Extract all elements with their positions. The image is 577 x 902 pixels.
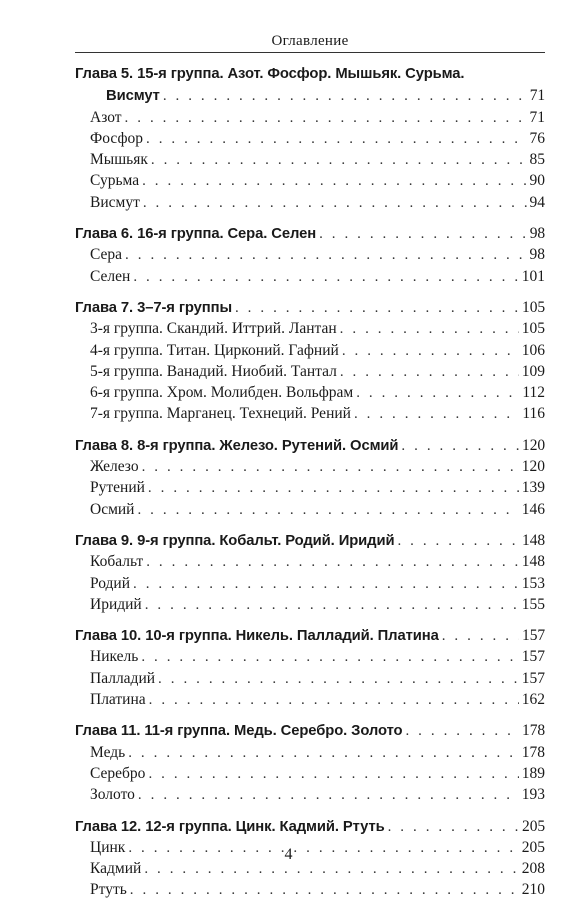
entry-label: Золото [90, 786, 135, 804]
page-number: 71 [529, 87, 545, 105]
chapter-title: Глава 11. 11-я группа. Медь. Серебро. Золото [75, 723, 403, 740]
toc-entry[interactable] [75, 361, 545, 382]
dot-leader [133, 267, 518, 288]
entry-label: Платина [90, 691, 146, 709]
chapter-title-row[interactable] [75, 816, 545, 837]
dot-leader [128, 743, 519, 764]
page-number: 157 [521, 648, 545, 666]
entry-label: Фосфор [90, 129, 143, 147]
dot-leader [319, 224, 527, 245]
dot-leader [388, 817, 519, 838]
page-number: 76 [529, 129, 545, 147]
chapter-title-continuation: Висмут [106, 88, 160, 105]
toc-entry[interactable] [75, 149, 545, 170]
chapter-title: Глава 9. 9-я группа. Кобальт. Родий. Иридий [75, 532, 395, 549]
page-number: 112 [522, 384, 545, 402]
chapter-title-row[interactable] [75, 720, 545, 741]
toc-entry[interactable] [75, 499, 545, 520]
dot-leader [145, 595, 519, 616]
toc-entry[interactable] [75, 192, 545, 213]
dot-leader [125, 245, 526, 266]
page-number: 101 [521, 267, 545, 285]
toc-entry[interactable] [75, 668, 545, 689]
toc-entry[interactable] [75, 456, 545, 477]
dot-leader [401, 436, 519, 457]
dot-leader [141, 647, 518, 668]
toc-entry[interactable] [75, 551, 545, 572]
page-number: 90 [529, 172, 545, 190]
page-number: 205 [522, 817, 545, 835]
dot-leader [146, 129, 527, 150]
dot-leader [158, 669, 519, 690]
page-number: 139 [521, 479, 545, 497]
toc-entry[interactable] [75, 573, 545, 594]
page-number: 189 [521, 764, 545, 782]
page-number: 148 [521, 553, 545, 571]
dot-leader [163, 86, 527, 107]
entry-label: Сурьма [90, 172, 140, 190]
entry-label: 3-я группа. Скандий. Иттрий. Лантан [90, 320, 337, 338]
chapter-title-row[interactable] [75, 64, 545, 85]
dot-leader [142, 171, 526, 192]
page-number: 106 [521, 341, 545, 359]
page-number: 105 [521, 320, 545, 338]
page-number: 109 [521, 362, 545, 380]
page-number: 148 [522, 531, 545, 549]
chapter-title-row[interactable] [75, 297, 545, 318]
page-number: 146 [521, 500, 545, 518]
dot-leader [125, 108, 527, 129]
chapter-title: Глава 12. 12-я группа. Цинк. Кадмий. Ртуть [75, 818, 385, 835]
page-number: 157 [521, 669, 545, 687]
dot-leader [143, 193, 527, 214]
chapter-title-row[interactable] [75, 625, 545, 646]
dot-leader [397, 531, 519, 552]
page-number: 178 [521, 743, 545, 761]
page-number: 162 [521, 691, 545, 709]
toc-entry[interactable] [75, 689, 545, 710]
entry-label: 7-я группа. Марганец. Технеций. Рений [90, 405, 351, 423]
page-number: 71 [529, 108, 545, 126]
dot-leader [405, 721, 519, 742]
table-of-contents [75, 64, 545, 901]
toc-entry[interactable] [75, 784, 545, 805]
dot-leader [340, 319, 519, 340]
page-number: 85 [529, 151, 545, 169]
dot-leader [151, 150, 527, 171]
chapter-title: Глава 6. 16-я группа. Сера. Селен [75, 226, 317, 243]
chapter-block [75, 297, 545, 425]
header-rule [75, 52, 545, 53]
chapter-block [75, 64, 545, 213]
toc-entry[interactable] [75, 763, 545, 784]
page-number: 98 [529, 225, 545, 243]
toc-entry[interactable] [75, 742, 545, 763]
chapter-title-row[interactable] [75, 530, 545, 551]
entry-label: Сера [90, 246, 123, 264]
chapter-block [75, 435, 545, 520]
entry-label: Медь [90, 743, 126, 761]
chapter-block [75, 223, 545, 287]
dot-leader [354, 404, 519, 425]
entry-label: Железо [90, 458, 139, 476]
page-number: 120 [521, 458, 545, 476]
dot-leader [130, 880, 519, 901]
entry-label: Серебро [90, 764, 146, 782]
toc-entry[interactable] [75, 382, 545, 403]
dot-leader [442, 626, 519, 647]
dot-leader [133, 574, 519, 595]
toc-entry[interactable] [75, 318, 545, 339]
chapter-title: Глава 8. 8-я группа. Железо. Рутений. Осмий [75, 437, 399, 454]
dot-leader [146, 552, 519, 573]
page-number: 98 [529, 246, 545, 264]
toc-entry[interactable] [75, 107, 545, 128]
page-number: 153 [521, 574, 545, 592]
page-number: 208 [521, 860, 545, 878]
dot-leader [342, 341, 519, 362]
dot-leader [142, 457, 519, 478]
page-number: 120 [522, 436, 545, 454]
dot-leader [340, 362, 519, 383]
toc-entry[interactable] [75, 403, 545, 424]
toc-entry[interactable] [75, 244, 545, 265]
toc-entry[interactable] [75, 266, 545, 287]
toc-entry[interactable] [75, 879, 545, 900]
dot-leader [149, 690, 519, 711]
entry-label: Азот [90, 108, 122, 126]
page-number: 105 [522, 298, 545, 316]
entry-label: Палладий [90, 669, 156, 687]
entry-label: Осмий [90, 500, 135, 518]
entry-label: Ртуть [90, 881, 127, 899]
page-folio: 4 [284, 846, 293, 863]
entry-label: Родий [90, 574, 131, 592]
toc-entry[interactable] [75, 594, 545, 615]
page-number: 94 [529, 193, 545, 211]
chapter-block [75, 720, 545, 805]
dot-leader [148, 764, 518, 785]
entry-label: Висмут [90, 193, 140, 211]
page-number: 205 [521, 838, 545, 856]
chapter-title: Глава 5. 15-я группа. Азот. Фосфор. Мышьяк. Сурьма. [75, 66, 465, 82]
running-head: Оглавление [271, 33, 349, 49]
chapter-title: Глава 7. 3–7-я группы [75, 299, 232, 316]
page-number: 157 [522, 627, 545, 645]
entry-label: Кобальт [90, 553, 144, 571]
dot-leader [356, 383, 519, 404]
chapter-title-row[interactable] [75, 223, 545, 244]
page-number: 193 [521, 786, 545, 804]
entry-label: 5-я группа. Ванадий. Ниобий. Тантал [90, 362, 337, 380]
entry-label: Никель [90, 648, 139, 666]
chapter-block [75, 625, 545, 710]
toc-entry[interactable] [75, 477, 545, 498]
entry-label: 6-я группа. Хром. Молибден. Вольфрам [90, 384, 354, 402]
chapter-title-row[interactable] [75, 85, 545, 106]
entry-label: 4-я группа. Титан. Цирконий. Гафний [90, 341, 339, 359]
chapter-title: Глава 10. 10-я группа. Никель. Палладий. Платина [75, 628, 439, 645]
dot-leader [138, 785, 519, 806]
chapter-block [75, 530, 545, 615]
entry-label: Кадмий [90, 860, 142, 878]
entry-label: Цинк [90, 838, 126, 856]
entry-label: Мышьяк [90, 151, 148, 169]
chapter-title-row[interactable] [75, 435, 545, 456]
dot-leader [137, 500, 518, 521]
toc-entry[interactable] [75, 646, 545, 667]
page-number: 116 [522, 405, 545, 423]
page-number: 155 [521, 595, 545, 613]
dot-leader [235, 298, 519, 319]
dot-leader [148, 478, 519, 499]
toc-entry[interactable] [75, 170, 545, 191]
page-number: 210 [521, 881, 545, 899]
entry-label: Рутений [90, 479, 145, 497]
toc-entry[interactable] [75, 128, 545, 149]
entry-label: Селен [90, 267, 131, 285]
entry-label: Иридий [90, 595, 142, 613]
page-number: 178 [522, 722, 545, 740]
toc-entry[interactable] [75, 340, 545, 361]
